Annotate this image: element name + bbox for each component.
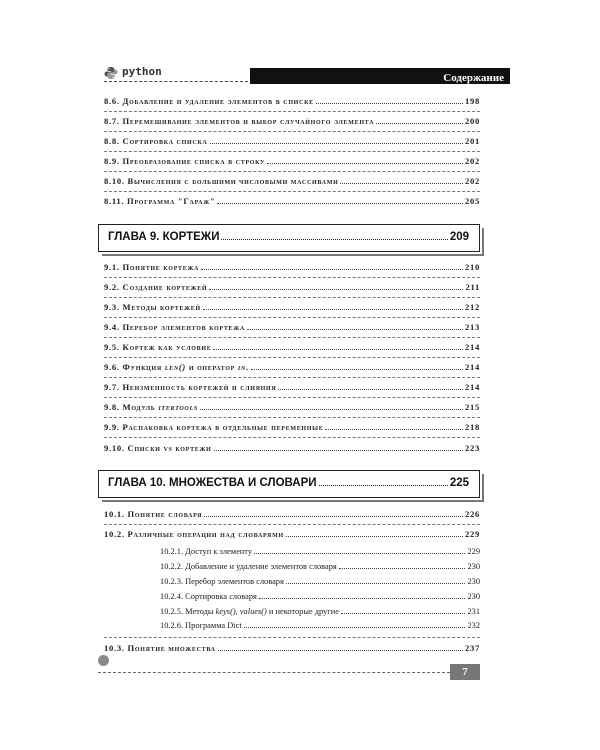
toc-entry-page: 214 [465, 342, 480, 352]
toc-entry[interactable] [104, 261, 480, 273]
dot-leader [267, 163, 463, 164]
dot-leader [339, 568, 466, 569]
toc-entry-page: 205 [465, 196, 480, 206]
toc-entry-page: 229 [467, 547, 480, 556]
toc-entry[interactable] [104, 321, 480, 333]
toc-entry-label: 8.9. Преобразование списка в строку [104, 156, 266, 166]
toc-entry-page: 212 [465, 302, 480, 312]
toc-sub-entry[interactable] [160, 591, 480, 603]
toc-entry-label: 9.1. Понятие кортежа [104, 262, 200, 272]
chapter-title: ГЛАВА 10. МНОЖЕСТВА И СЛОВАРИ [108, 477, 317, 489]
toc-entry-label [160, 606, 339, 618]
toc-entry-page: 202 [465, 156, 480, 166]
label-text: 10.2.5. Методы [160, 607, 216, 616]
dot-leader [204, 516, 463, 517]
dot-leader [340, 183, 463, 184]
entry-divider [104, 277, 480, 278]
toc-entry-page: 202 [465, 176, 480, 186]
toc-entry-label: 10.2.4. Сортировка словаря [160, 592, 257, 601]
dot-leader [286, 583, 466, 584]
toc-entry-label: 10.1. Понятие словаря [104, 509, 203, 519]
dot-leader [201, 269, 463, 270]
label-text: и некоторые другие [266, 607, 339, 616]
toc-entry[interactable] [104, 401, 480, 413]
toc-sub-entry[interactable] [160, 620, 480, 632]
chapter-heading[interactable] [98, 224, 480, 252]
dot-leader [214, 450, 463, 451]
toc-sub-entry[interactable] [160, 576, 480, 588]
toc-entry-label: 9.9. Распаковка кортежа в отдельные переменные [104, 422, 324, 432]
dot-leader [254, 553, 465, 554]
toc-sub-entry[interactable] [160, 546, 480, 558]
toc-entry-label: 9.5. Кортеж как условие [104, 342, 212, 352]
toc-entry-page: 226 [465, 509, 480, 519]
toc-entry-label: 10.3. Понятие множества [104, 643, 216, 653]
label-text: 9.6. Функция [104, 362, 165, 372]
entry-divider [104, 297, 480, 298]
toc-entry-label: 8.11. Программа "Гараж" [104, 196, 216, 206]
dot-leader [209, 289, 463, 290]
dot-leader [247, 329, 463, 330]
section-title: Содержание [443, 72, 504, 84]
toc-entry[interactable] [104, 442, 480, 454]
toc-entry[interactable] [104, 281, 480, 293]
entry-divider [104, 437, 480, 438]
dot-leader [203, 309, 463, 310]
dot-leader [259, 598, 466, 599]
entry-divider [104, 524, 480, 525]
dot-leader [316, 103, 463, 104]
python-logo-icon [104, 66, 118, 80]
toc-entry-page: 230 [467, 592, 480, 601]
toc-entry-page: 218 [465, 422, 480, 432]
entry-divider [104, 171, 480, 172]
toc-entry-page: 211 [465, 282, 480, 292]
toc-entry-page: 201 [465, 136, 480, 146]
toc-entry-label: 9.3. Методы кортежей [104, 302, 201, 312]
entry-divider [104, 357, 480, 358]
toc-sub-entry[interactable] [160, 606, 480, 618]
toc-entry-label: 8.8. Сортировка списка [104, 136, 208, 146]
toc-entry[interactable] [104, 175, 480, 187]
chapter-page: 209 [449, 231, 469, 243]
code-text: keys() [215, 607, 236, 616]
entry-divider [104, 397, 480, 398]
toc-entry-page: 229 [465, 529, 480, 539]
toc-sub-entry[interactable] [160, 561, 480, 573]
toc-entry-label: 9.2. Создание кортежей [104, 282, 208, 292]
toc-entry[interactable] [104, 361, 480, 373]
toc-entry[interactable] [104, 341, 480, 353]
toc-entry-page: 215 [465, 402, 480, 412]
entry-divider [104, 131, 480, 132]
header-divider [104, 81, 248, 82]
chapter-title: ГЛАВА 9. КОРТЕЖИ [108, 231, 220, 243]
toc-entry-label: 10.2.1. Доступ к элементу [160, 547, 253, 556]
entry-divider [104, 337, 480, 338]
toc-entry-page: 200 [465, 116, 480, 126]
toc-entry-page: 214 [465, 382, 480, 392]
toc-entry[interactable] [104, 95, 480, 107]
toc-entry-label: 10.2.3. Перебор элементов словаря [160, 577, 284, 586]
toc-entry[interactable] [104, 642, 480, 654]
toc-entry[interactable] [104, 155, 480, 167]
toc-entry-page: 230 [467, 562, 480, 571]
toc-entry[interactable] [104, 135, 480, 147]
dot-leader [319, 485, 448, 486]
toc-entry[interactable] [104, 115, 480, 127]
page-header [104, 62, 510, 86]
toc-entry-page: 232 [467, 621, 480, 630]
entry-divider [104, 191, 480, 192]
entry-divider [104, 317, 480, 318]
dot-leader [286, 536, 463, 537]
code-text: itertools [158, 402, 198, 412]
toc-entry-label: 8.7. Перемешивание элементов и выбор случайного элемента [104, 116, 375, 126]
toc-entry[interactable] [104, 528, 480, 540]
page-number: 7 [450, 664, 480, 680]
entry-divider [104, 377, 480, 378]
toc-entry-page: 231 [467, 607, 480, 616]
dot-leader [244, 627, 466, 628]
code-text: len() [164, 362, 186, 372]
chapter-heading[interactable] [98, 470, 480, 498]
footer-bullet-icon [98, 655, 109, 666]
dot-leader [200, 409, 463, 410]
label-text: 9.8. Модуль [104, 402, 159, 412]
label-text: и оператор [186, 362, 238, 372]
toc-entry-label: 9.7. Неизменность кортежей и слияния [104, 382, 277, 392]
toc-entry-page: 237 [465, 643, 480, 653]
toc-entry[interactable] [104, 301, 480, 313]
toc-entry-page: 213 [465, 322, 480, 332]
toc-entry[interactable] [104, 421, 480, 433]
footer-divider [98, 672, 450, 673]
dot-leader [341, 613, 465, 614]
toc-entry-page: 230 [467, 577, 480, 586]
label-text: , [235, 607, 240, 616]
toc-entry-page: 198 [465, 96, 480, 106]
dot-leader [376, 123, 463, 124]
chapter-page: 225 [449, 477, 469, 489]
toc-entry-label: 10.2. Различные операции над словарями [104, 529, 284, 539]
toc-entry-label: 9.10. Списки vs кортежи [104, 443, 212, 453]
toc-entry[interactable] [104, 195, 480, 207]
toc-entry[interactable] [104, 508, 480, 520]
entry-divider [104, 637, 480, 638]
toc-entry-page: 214 [465, 362, 480, 372]
entry-divider [104, 111, 480, 112]
code-text: values() [239, 607, 267, 616]
toc-entry-label [104, 401, 198, 413]
brand-name: python [122, 65, 162, 78]
entry-divider [104, 151, 480, 152]
toc-entry-label: 8.6. Добавление и удаление элементов в списке [104, 96, 314, 106]
toc-entry-page: 223 [465, 443, 480, 453]
toc-entry-label [104, 361, 249, 373]
toc-entry-label: 9.4. Перебор элементов кортежа [104, 322, 245, 332]
toc-entry[interactable] [104, 381, 480, 393]
toc-entry-label: 10.2.6. Программа Dict [160, 621, 242, 630]
toc-entry-label: 8.10. Вычисления с большими числовыми массивами [104, 176, 339, 186]
code-text: in [237, 362, 246, 372]
toc-entry-page: 210 [465, 262, 480, 272]
dot-leader [251, 369, 463, 370]
dot-leader [213, 349, 463, 350]
dot-leader [218, 650, 463, 651]
dot-leader [217, 203, 463, 204]
dot-leader [210, 143, 463, 144]
label-text: . [245, 362, 249, 372]
dot-leader [278, 389, 463, 390]
section-title-bar [250, 68, 510, 84]
dot-leader [325, 429, 463, 430]
entry-divider [104, 417, 480, 418]
toc-entry-label: 10.2.2. Добавление и удаление элементов словаря [160, 562, 337, 571]
dot-leader [221, 239, 447, 240]
